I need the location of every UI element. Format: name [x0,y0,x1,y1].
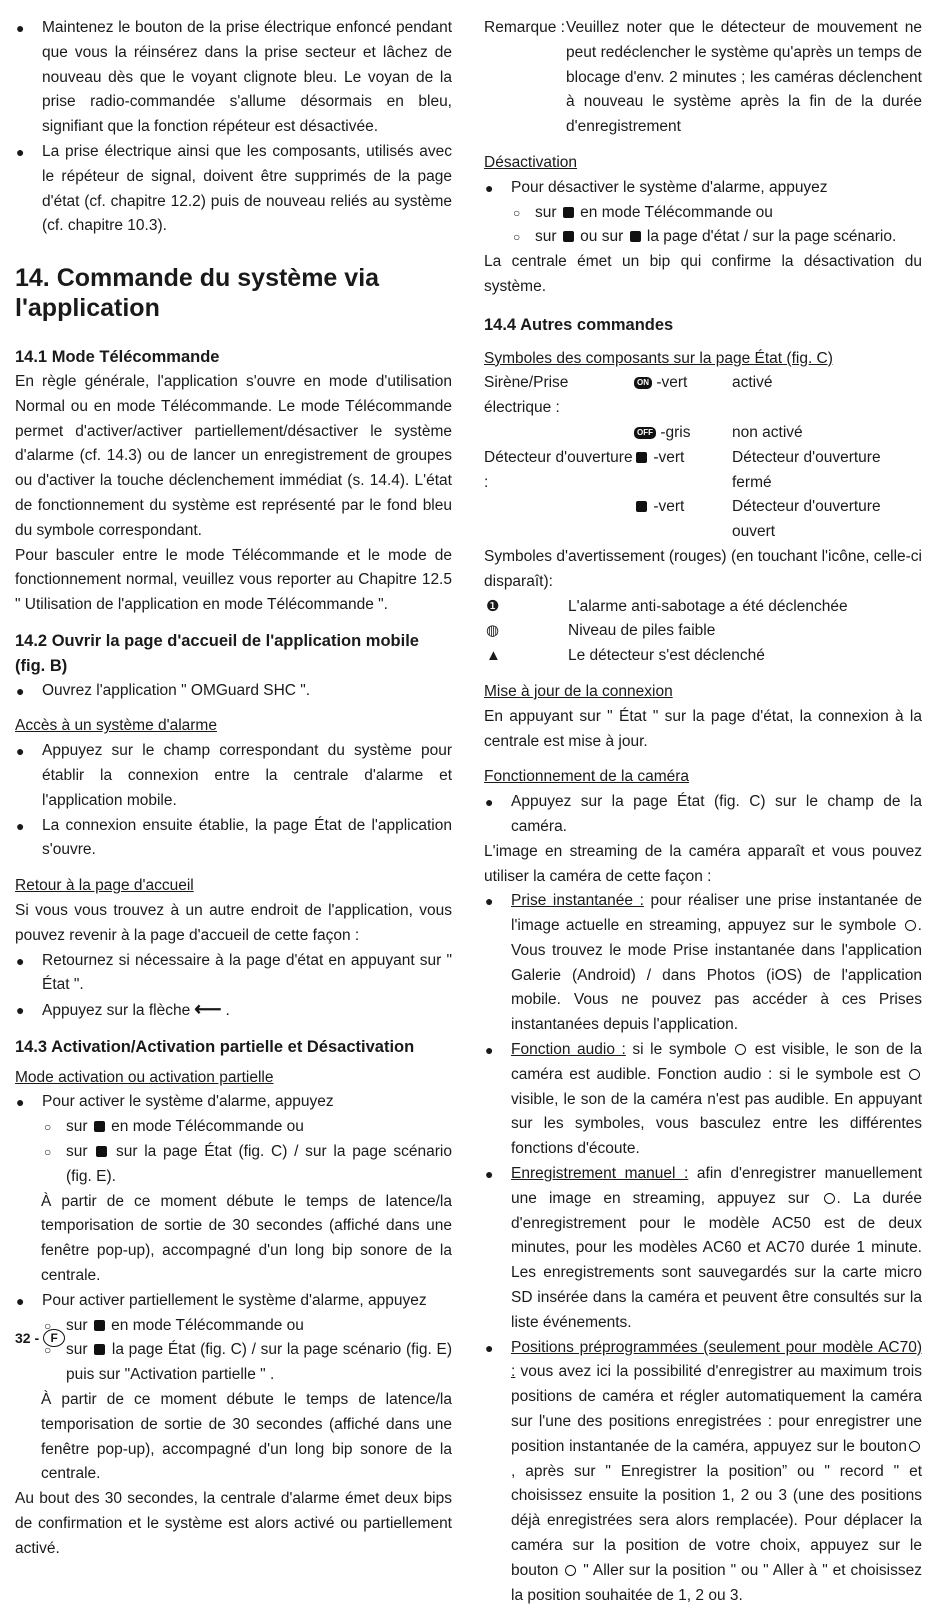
section-heading-14-2: 14.2 Ouvrir la page d'accueil de l'application mobile (fig. B) [15,631,419,675]
symbols-table [484,371,922,545]
paragraph: Au bout des 30 secondes, la centrale d'alarme émet deux bips de confirmation et le système est alors activé ou partiellement activé. [15,1490,452,1557]
list-item: ● Maintenez le bouton de la prise électrique enfoncé pendant que vous la réinsérez dans la prise secteur et lâchez de nouveau dès que le voyant clignote bleu. Le voyan de la prise radio-commandée s'allume désormais en bleu, signifiant que la fonction répéteur est désactivée. [15,16,452,140]
list-item: ● Fonction audio : si le symbole est visible, le son de la caméra est audible. Fonction audio : si le symbole est visible, le son de la caméra n'est pas audible. En appuyant sur les symboles, vous basculez entre les différentes fonctions d'écoute. [485,1041,922,1158]
off-badge-icon: OFF [634,427,656,439]
list-item: ● Appuyez sur la page État (fig. C) sur le champ de la caméra. [485,793,922,835]
tamper-warning-icon: ❶ [486,597,500,615]
section-heading-14-4: 14.4 Autres commandes [484,315,674,334]
paragraph: La centrale émet un bip qui confirme la désactivation du système. [484,253,922,295]
sub-list-item: ○ sur la page État (fig. C) / sur la page scénario (fig. E) puis sur "Activation partielle " . [44,1341,452,1384]
paragraph: En règle générale, l'application s'ouvre en mode d'utilisation Normal ou en mode Télécommande. Le mode Télécommande permet d'activer/activer partiellement/désactiver le système d'alarme (cf. 14.3) ou de lancer un enregistrement de groupes ou d'activer la touche déclenchement immédiat (s. 14.4). L'état de fonctionnement du système est représenté par le fond bleu du symbole correspondant. [15,372,452,539]
warning-row: ▲ Le détecteur s'est déclenché [484,644,922,669]
list-item: ● Ouvrez l'application " OMGuard SHC ". [16,681,311,699]
subheading: Accès à un système d'alarme [15,717,217,735]
table-row: -vert Détecteur d'ouverture ouvert [484,495,922,545]
unlock-icon [563,207,574,218]
triggered-warning-icon: ▲ [486,647,501,665]
subheading: Mise à jour de la connexion [484,682,673,700]
back-arrow-icon: ⟵ [194,999,222,1021]
list-item: ● Pour activer le système d'alarme, appuyez [16,1093,334,1111]
list-item: ● Positions préprogrammées (seulement pour modèle AC70) : vous avez ici la possibilité d'enregistrer au maximum trois positions de caméra et régler automatiquement la caméra sur l'une des positions enregistrées : pour enregistrer une position instantanée de la caméra, appuyez sur le bouton, après sur " Enregistrer la position” ou " record " et choisissez ensuite la position 1, 2 ou 3 (une des positions déjà enregistrées sera alors remplacée). Pour déplacer la caméra sur la position de votre choix, appuyez sur le bouton " Aller sur la position " ou " Aller à " et choisissez la position souhaitée de 1, 2 ou 3. [485,1338,923,1604]
list-item: ● Pour activer partiellement le système d'alarme, appuyez [16,1291,427,1309]
list-item: ● La connexion ensuite établie, la page État de l'application s'ouvre. [16,816,452,859]
unlock-icon [563,231,574,242]
section-heading-14-3: 14.3 Activation/Activation partielle et Désactivation [15,1037,415,1056]
table-row: OFF -gris non activé [484,421,922,446]
warning-row: ◍ Niveau de piles faible [484,619,922,644]
chapter-heading: 14. Commande du système via l'application [15,264,380,323]
sub-list-item: ○ sur en mode Télécommande ou [513,203,773,221]
paragraph: Pour basculer entre le mode Télécommande et le mode de fonctionnement normal, veuillez vous reporter au Chapitre 12.5 " Utilisation de l'application en mode Télécommande ". [15,546,452,614]
record-icon [824,1193,835,1204]
paragraph: L'image en streaming de la caméra apparaît et vous pouvez utiliser la caméra de cette façon : [484,842,922,885]
language-badge: F [43,1329,65,1347]
subheading: Retour à la page d'accueil [15,877,194,895]
sub-list-item: ○ sur sur la page État (fig. C) / sur la page scénario (fig. E). [44,1143,452,1185]
snapshot-icon [905,920,916,931]
sub-list-item: ○ sur en mode Télécommande ou [44,1316,304,1334]
paragraph: À partir de ce moment débute le temps de latence/la temporisation de sortie de 30 secondes (affiché dans une fenêtre pop-up), accompagné d'un long bip sonore de la centrale. [41,1391,452,1483]
list-item: ● Enregistrement manuel : afin d'enregistrer manuellement une image en streaming, appuyez sur . La durée d'enregistrement pour le modèle AC50 est de deux minutes, pour les modèles AC60 et AC70 durée 1 minute. Les enregistrements sont sauvegardés sur la carte micro SD insérée dans la caméra et peuvent être consultés sur la liste événements. [485,1165,923,1331]
subheading: Symboles des composants sur la page État (fig. C) [484,349,833,367]
paragraph: À partir de ce moment débute le temps de latence/la temporisation de sortie de 30 secondes (affiché dans une fenêtre pop-up), accompagné d'un long bip sonore de la centrale. [41,1192,452,1285]
position-icon [909,1441,920,1452]
bullet: ● [16,20,25,36]
paragraph: Symboles d'avertissement (rouges) (en touchant l'icône, celle-ci disparaît): [484,547,922,590]
page-footer [15,1329,65,1347]
bullet: ● [16,143,25,160]
lock-icon [630,231,641,242]
paragraph: Si vous vous trouvez à un autre endroit de l'application, vous pouvez revenir à la page d'accueil de cette façon : [15,901,452,944]
paragraph: En appuyant sur " État " sur la page d'état, la connexion à la centrale est mise à jour. [484,707,922,750]
battery-warning-icon: ◍ [486,622,500,640]
partial-lock-icon [94,1320,105,1331]
left-column [15,16,452,1562]
page-number: 32 - [15,1330,40,1346]
lock-icon [94,1121,105,1132]
list-item: ● Pour désactiver le système d'alarme, appuyez [485,178,828,196]
open-lock-icon [636,501,647,512]
list-item: ● Prise instantanée : pour réaliser une prise instantanée de l'image actuelle en streaming, appuyez sur le symbole . Vous trouvez le mode Prise instantanée dans l'application Galerie (Android) / dans Photos (iOS) de l'application mobile. Vous ne pouvez pas accéder à ces Prises instantanées depuis l'application. [485,892,922,1034]
list-item: ● Appuyez sur la flèche ⟵ . [16,999,230,1021]
warning-row: ❶ L'alarme anti-sabotage a été déclenchée [484,595,922,620]
section-heading-14-1: 14.1 Mode Télécommande [15,348,220,367]
list-item: ● Appuyez sur le champ correspondant du système pour établir la connexion entre la centrale d'alarme et l'application mobile. [16,742,452,809]
table-row: Détecteur d'ouverture : -vert Détecteur d'ouverture fermé [484,448,881,491]
sub-list-item: ○ sur en mode Télécommande ou [44,1118,304,1136]
table-row: Sirène/Prise électrique : ON -vert activé [484,374,773,417]
closed-lock-icon [636,452,647,463]
position-icon [565,1565,576,1576]
subheading: Fonctionnement de la caméra [484,768,690,786]
speaker-off-icon [909,1069,920,1080]
list-item: ● La prise électrique ainsi que les composants, utilisés avec le répéteur de signal, doivent être supprimés de la page d'état (cf. chapitre 12.2) puis de nouveau reliés au système (cf. chapitre 10.3). [15,140,452,239]
subheading: Désactivation [484,153,578,171]
subheading: Mode activation ou activation partielle [15,1068,274,1086]
right-column [484,16,922,1608]
lock-icon [94,1344,105,1355]
speaker-on-icon [735,1044,746,1055]
lock-icon [96,1146,107,1157]
remark: Remarque : Veuillez noter que le détecteur de mouvement ne peut redéclencher le système qu'après un temps de blocage d'env. 2 minutes ; les caméras déclenchent à nouveau le système après la fin de la durée d'enregistrement [484,19,922,136]
on-badge-icon: ON [634,377,652,389]
sub-list-item: ○ sur ou sur la page d'état / sur la page scénario. [513,228,897,246]
list-item: ● Retournez si nécessaire à la page d'état en appuyant sur " État ". [16,951,452,994]
